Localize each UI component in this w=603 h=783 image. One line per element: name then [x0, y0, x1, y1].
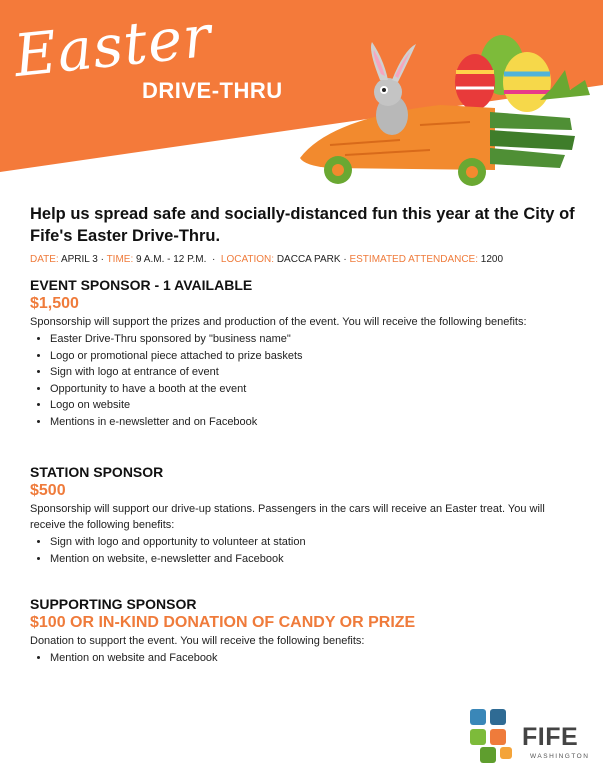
- time-value: 9 A.M. - 12 P.M.: [136, 254, 207, 265]
- section-price: $100 OR IN-KIND DONATION OF CANDY OR PRIZE: [30, 614, 416, 631]
- separator: ·: [343, 254, 347, 265]
- benefit-list: [30, 650, 575, 667]
- section-price: $1,500: [30, 295, 79, 312]
- benefit-item: • Opportunity to have a booth at the event: [50, 381, 575, 398]
- benefit-item: • Logo or promotional piece attached to prize baskets: [50, 348, 575, 365]
- benefit-item: • Logo on website: [50, 397, 575, 414]
- section-heading: EVENT SPONSOR - 1 AVAILABLE: [30, 277, 253, 293]
- attendance-label: ESTIMATED ATTENDANCE:: [349, 254, 478, 265]
- benefit-item: • Sign with logo and opportunity to volunteer at station: [50, 534, 575, 551]
- benefit-item: • Mentions in e-newsletter and on Facebook: [50, 414, 575, 431]
- benefit-list: [30, 534, 575, 567]
- section-heading: STATION SPONSOR: [30, 464, 164, 480]
- section-description: Donation to support the event. You will receive the following benefits:: [30, 635, 365, 647]
- separator: ·: [100, 254, 104, 265]
- section-description: Sponsorship will support the prizes and production of the event. You will receive the following benefits:: [30, 316, 527, 328]
- attendance-value: 1200: [480, 254, 504, 265]
- benefit-item: • Sign with logo at entrance of event: [50, 364, 575, 381]
- logo-subtitle: WASHINGTON: [530, 753, 590, 760]
- benefit-item: • Easter Drive-Thru sponsored by "business name": [50, 331, 575, 348]
- hero-banner: [0, 0, 603, 190]
- title-subtitle: DRIVE-THRU: [142, 78, 283, 103]
- logo-name: FIFE: [522, 723, 579, 751]
- intro-block: [30, 203, 575, 265]
- event-meta: [30, 254, 575, 265]
- benefit-item: • Mention on website and Facebook: [50, 650, 575, 667]
- benefit-item: • Mention on website, e-newsletter and Facebook: [50, 551, 575, 568]
- intro-text: Help us spread safe and socially-distanced fun this year at the City of Fife's Easter Drive-Thru.: [30, 205, 575, 245]
- section-heading: SUPPORTING SPONSOR: [30, 596, 197, 612]
- title-script: Easter: [10, 1, 215, 91]
- supporting-sponsor-section: [30, 596, 575, 667]
- date-value: APRIL 3: [60, 254, 98, 265]
- benefit-list: [30, 331, 575, 430]
- location-value: DACCA PARK: [276, 254, 341, 265]
- date-label: DATE:: [30, 254, 59, 265]
- section-price: $500: [30, 482, 66, 499]
- time-label: TIME:: [106, 254, 134, 265]
- separator: ·: [211, 254, 216, 265]
- location-label: LOCATION:: [220, 254, 275, 265]
- section-description: Sponsorship will support our drive-up stations. Passengers in the cars will receive an Easter treat. You will receive the following benefits:: [30, 503, 545, 531]
- event-sponsor-section: [30, 277, 575, 430]
- station-sponsor-section: [30, 464, 575, 567]
